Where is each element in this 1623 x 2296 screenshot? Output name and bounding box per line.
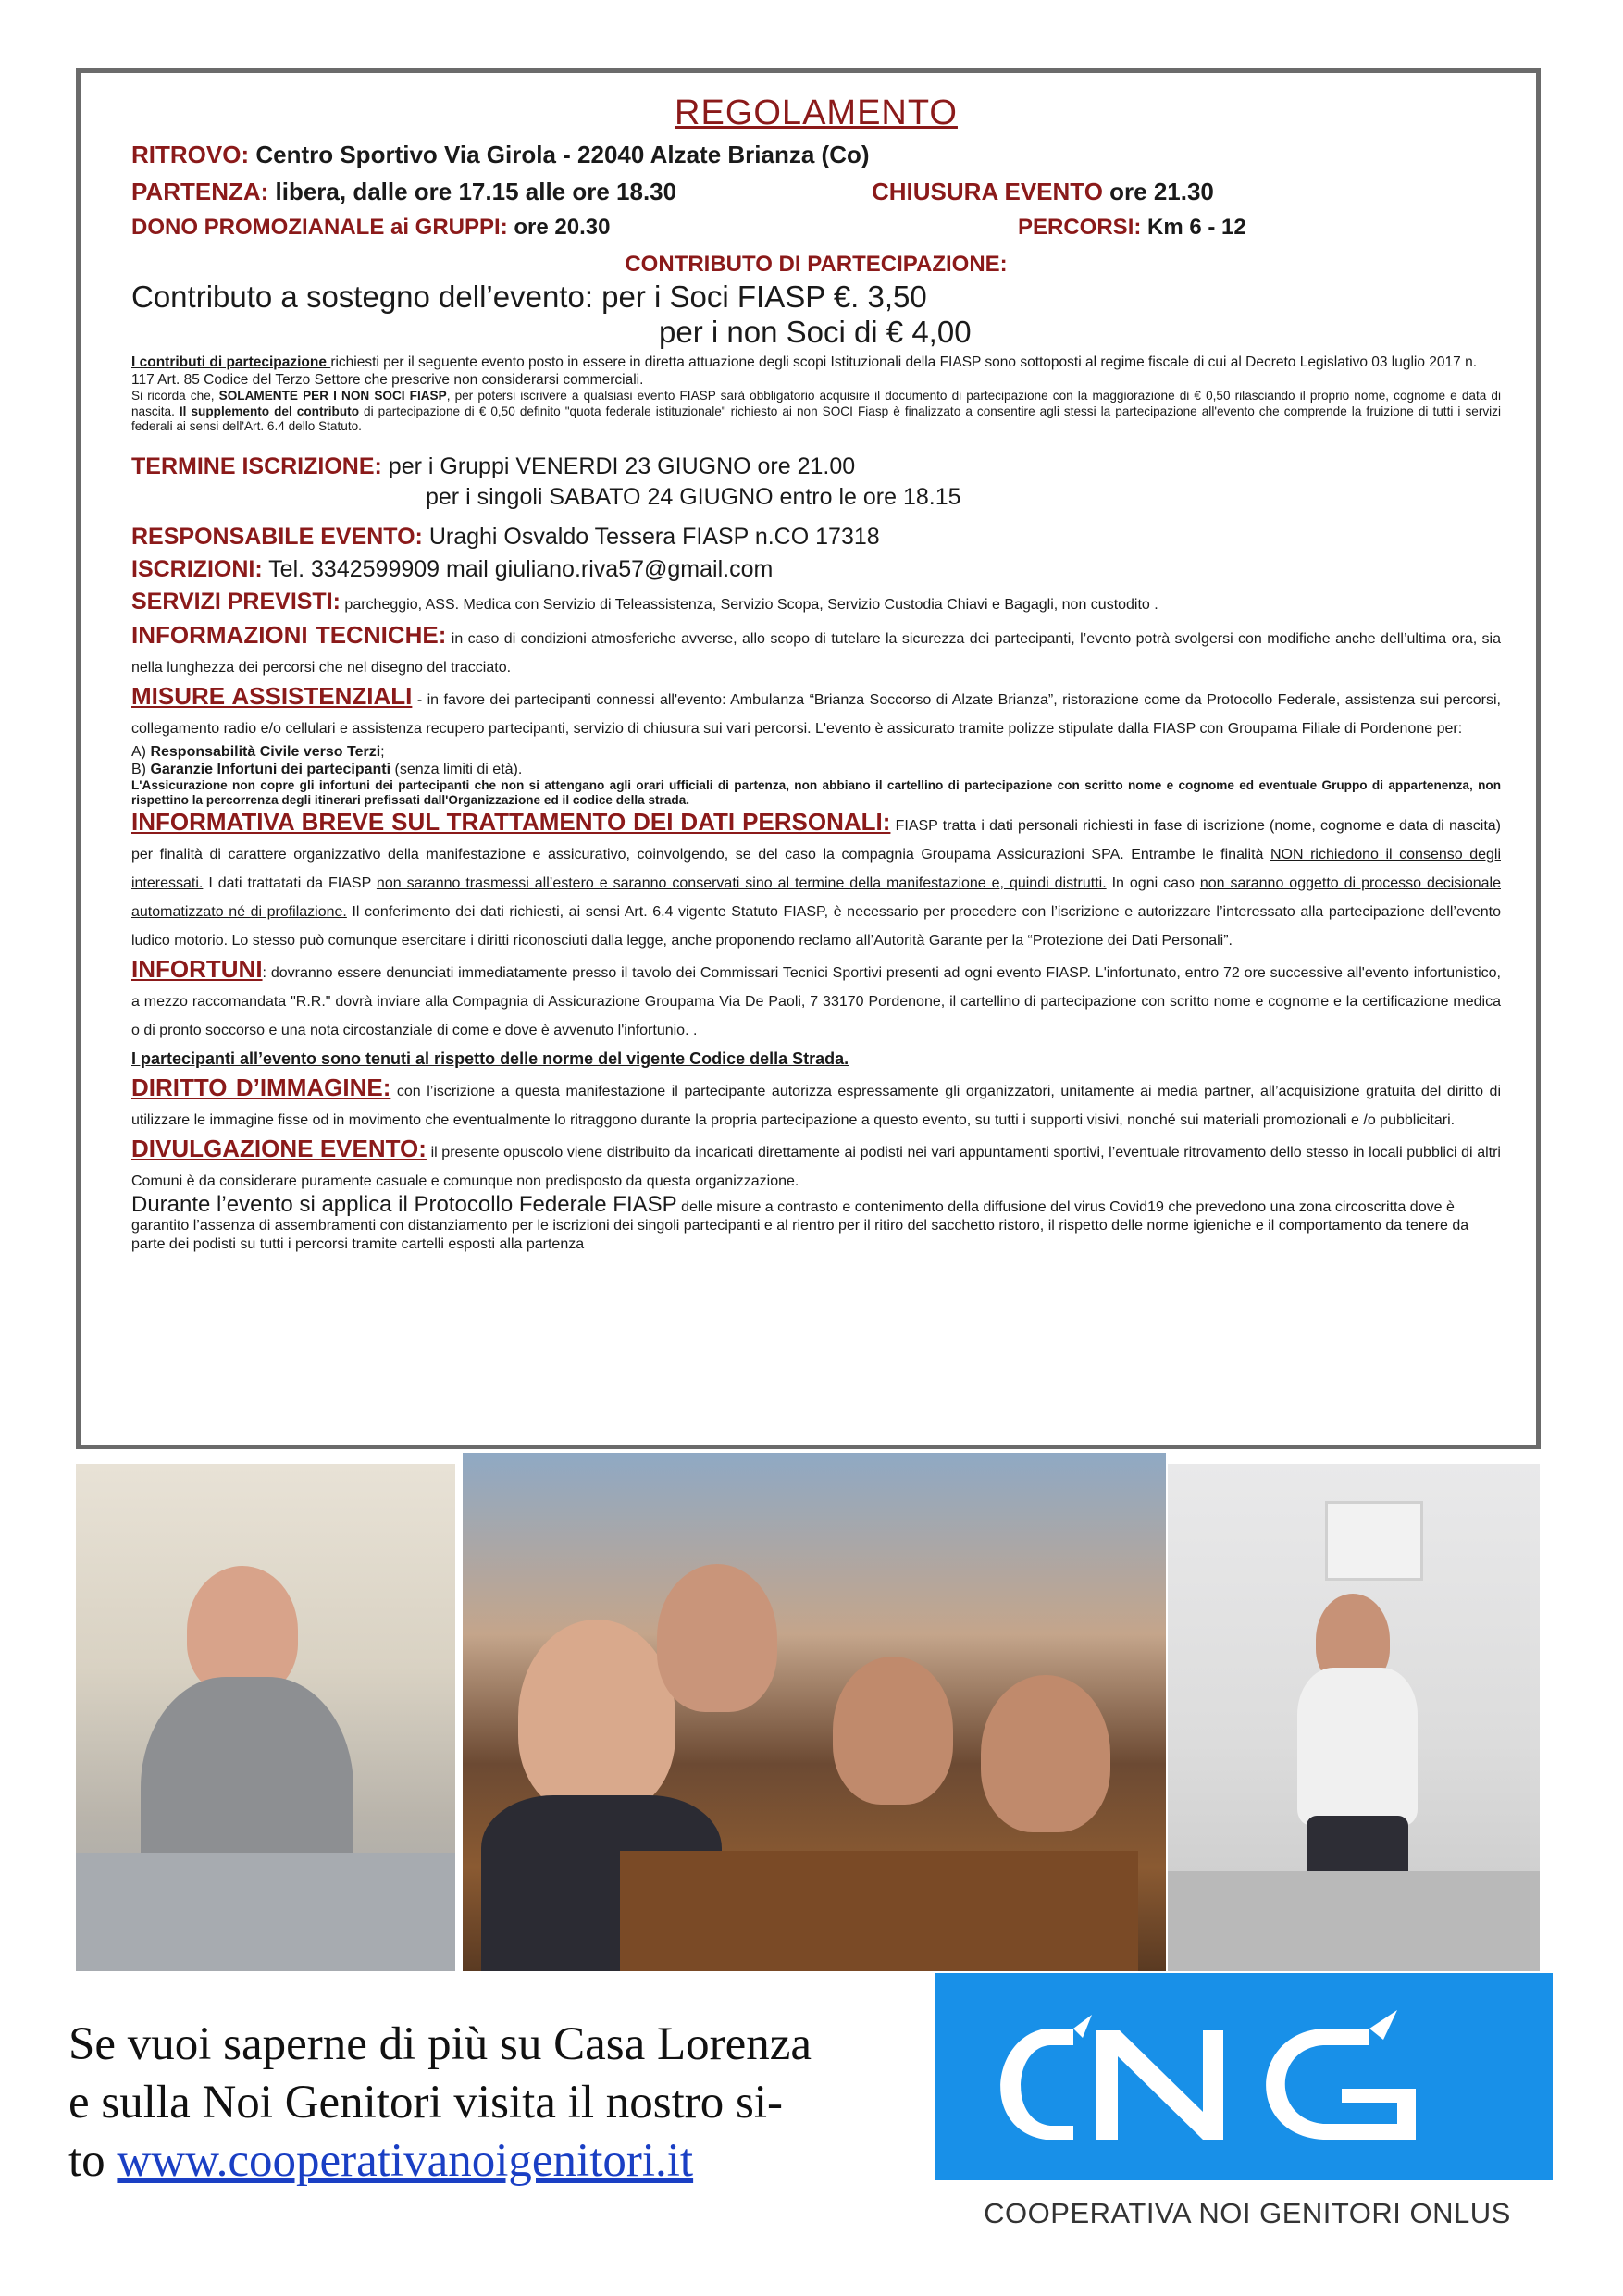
informazioni-label: INFORMAZIONI TECNICHE: (131, 620, 447, 649)
contributo-heading: CONTRIBUTO DI PARTECIPAZIONE: (625, 252, 1008, 277)
partenza-label: PARTENZA: (131, 178, 269, 205)
chiusura-value: ore 21.30 (1102, 178, 1214, 205)
misure-section (131, 682, 1501, 743)
servizi-row (131, 589, 1501, 615)
percorsi-block (1018, 215, 1246, 241)
informativa-t4: Il conferimento dei dati richiesti, ai sensi Art. 6.4 vigente Statuto FIASP, è necessario per procedere con l’iscrizione e autorizzare l’interessato alla partecipazione dell’evento ludico motorio. Lo stesso può comunque esercitare i diritti riconosciuti dalla legge, anche proponendo reclamo all’Autorità Garante per la “Protezione dei Dati Personali”. (131, 903, 1501, 949)
footer-line-1: Se vuoi saperne di più su Casa Lorenza (68, 2018, 812, 2070)
informativa-section (131, 808, 1501, 955)
informazioni-value: in caso di condizioni atmosferiche avverse, allo scopo di tutelare la sicurezza dei partecipanti, l’evento potrà svolgersi con modifiche anche dell’ultima ora, sia nella lunghezza dei percorsi che nel disegno del tracciato. (131, 630, 1502, 676)
protocollo-value: delle misure a contrasto e contenimento della diffusione del virus Covid19 che prevedono una zona circoscritta dove è garantito l’assenza di assembramenti con distanziamento per le iscrizioni dei singoli partecipanti e al rientro per il ritiro del sacchetto ristoro, il rispetto delle norme igieniche e il comportamento da tenere da parte dei podisti su tutti i percorsi tramite cartelli esposti alla partenza (131, 1198, 1469, 1252)
iscrizioni-value: Tel. 3342599909 mail giuliano.riva57@gmail.com (262, 555, 774, 582)
cng-logo-mark (935, 1973, 1553, 2180)
termine-row (131, 453, 1501, 480)
footer-line-2: e sulla Noi Genitori visita il nostro si- (68, 2077, 783, 2128)
contributi-text: richiesti per il seguente evento posto in essere in diretta attuazione degli scopi Istituzionali della FIASP sono sottoposti al regime fiscale di cui al Decreto Legislativo 03 luglio 2017 n. 117 Art. 85 Codice del Terzo Settore che prescrive non considerarsi commerciali. (131, 354, 1478, 388)
photo-kitchen (76, 1464, 455, 1971)
footer-line-3 (68, 2132, 938, 2191)
misure-a-bold: Responsabilità Civile verso Terzi (150, 743, 381, 760)
regolamento-frame (76, 68, 1541, 1449)
logo-caption: COOPERATIVA NOI GENITORI ONLUS (984, 2197, 1511, 2229)
photo-person-shirt (1297, 1668, 1418, 1825)
photo-sink (76, 1853, 455, 1971)
ricorda-b: SOLAMENTE PER I NON SOCI FIASP (218, 389, 447, 403)
misure-b-suffix: (senza limiti di età). (390, 761, 523, 777)
ritrovo-value: Centro Sportivo Via Girola - 22040 Alzate Brianza (Co) (255, 141, 870, 168)
footer-line-3-prefix: to (68, 2135, 118, 2187)
dono-value: ore 20.30 (507, 215, 611, 240)
ricorda-c: , per potersi iscrivere a qualsiasi evento FIASP sarà obbligatorio acquisire il documento di partecipazione con la maggiorazione di € 0,50 rilasciando il proprio nome, cognome e data di nascita. (131, 389, 1501, 418)
informazioni-section (131, 621, 1501, 682)
termine-row-2: per i singoli SABATO 24 GIUGNO entro le ore 18.15 (426, 483, 961, 510)
page-title: REGOLAMENTO (675, 93, 958, 132)
misure-b-bold: Garanzie Infortuni dei partecipanti (150, 761, 391, 777)
ricorda-paragraph (131, 389, 1501, 435)
diritto-value: con l’iscrizione a questa manifestazione il partecipante autorizza espressamente gli organizzatori, unitamente ai media partner, all’acquisizione gratuita del diritto di utilizzare le immagine fisse od in movimento che eventualmente lo ritraggono durante la propria partecipazione a questo evento, su tutti i supporti visivi, nonché sui materiali promozionali e /o pubblicitari. (131, 1083, 1502, 1128)
divulgazione-value: il presente opuscolo viene distribuito da incaricati direttamente ai podisti nei vari appuntamenti sportivi, l’eventuale ritrovamento dello stesso in locali pubblici di altri Comuni è da considerare puramente casuale e comunque non predisposto da questa organizzazione. (131, 1144, 1501, 1189)
informativa-value: FIASP tratta i dati personali richiesti in fase di iscrizione (nome, cognome e data di nascita) per finalità di carattere organizzativo della manifestazione e assicurativo, coinvolgendo, se del caso la compagnia Groupama Assicurazioni SPA. Entrambe le finalità (131, 817, 1501, 863)
informativa-u2: non saranno trasmessi all’estero e saranno conservati sino al termine della manifestazione e, quindi distrutti. (376, 875, 1107, 891)
photo-strip (0, 1453, 1623, 1971)
informativa-label: INFORMATIVA BREVE SUL TRATTAMENTO DEI DATI PERSONALI: (131, 807, 891, 836)
iscrizioni-row (131, 556, 1501, 583)
ricorda-e: di partecipazione di € 0,50 definito "quota federale istituzionale" richiesto ai non SOCI Fiasp è finalizzato a consentire agli stessi la partecipazione all'evento che comprende la fruizione di tutti i servizi federali ai sensi dell'Art. 6.4 dello Statuto. (131, 403, 1502, 433)
responsabile-value: Uraghi Osvaldo Tessera FIASP n.CO 17318 (422, 523, 880, 550)
termine-value: per i Gruppi VENERDI 23 GIUGNO ore 21.00 (381, 453, 856, 479)
informativa-t3: In ogni caso (1106, 875, 1200, 891)
responsabile-row (131, 524, 1501, 551)
misure-a-prefix: A) (131, 743, 151, 760)
regolamento-content (131, 93, 1501, 1254)
iscrizioni-label: ISCRIZIONI: (131, 555, 263, 582)
infortuni-section (131, 955, 1501, 1045)
photo-floor (1168, 1871, 1540, 1971)
chiusura-label: CHIUSURA EVENTO (872, 178, 1103, 205)
misure-value: - in favore dei partecipanti connessi all'evento: Ambulanza “Brianza Soccorso di Alzate Brianza”, ristorazione come da Protocollo Federale, assistenza sui percorsi, collegamento radio e/o cellulari e assistenza recupero partecipanti, servizio di chiusura sui vari percorsi. L'evento è assicurato tramite polizze stipulate dalla FIASP con Groupama Filiale di Pordenone per: (131, 691, 1501, 737)
contributo-line-2: per i non Soci di € 4,00 (659, 315, 972, 349)
footer-text (68, 2016, 938, 2191)
partenza-value: libera, dalle ore 17.15 alle ore 18.30 (268, 178, 677, 205)
servizi-label: SERVIZI PREVISTI: (131, 588, 341, 614)
misure-a: A) Responsabilità Civile verso Terzi; (131, 743, 385, 760)
photo-person-head (187, 1566, 298, 1695)
diritto-section (131, 1074, 1501, 1135)
responsabile-label: RESPONSABILE EVENTO: (131, 523, 423, 550)
photo-person-4 (981, 1675, 1110, 1832)
ritrovo-label: RITROVO: (131, 141, 250, 168)
ricorda-d: Il supplemento del contributo (179, 403, 359, 418)
informativa-u3: non saranno oggetto di processo decisionale automatizzato né di profilazione. (131, 875, 1501, 920)
dono-label: DONO PROMOZIANALE ai GRUPPI: (131, 215, 508, 240)
servizi-value: parcheggio, ASS. Medica con Servizio di Teleassistenza, Servizio Scopa, Servizio Custodia Chiavi e Bagagli, non custodito . (340, 596, 1158, 613)
protocollo-label: Durante l’evento si applica il Protocollo Federale FIASP (131, 1191, 677, 1217)
percorsi-label: PERCORSI: (1018, 215, 1142, 240)
informativa-u1: NON richiedono il consenso degli interessati. (131, 846, 1501, 891)
contributi-paragraph (131, 354, 1501, 389)
assicurazione-note: L'Assicurazione non copre gli infortuni dei partecipanti che non si attengano agli orari ufficiali di partenza, non abbiano il cartellino di partecipazione con scritto nome e cognome ed eventuale Gruppo di appartenenza, non rispettino la percorrenza degli itinerari prefissati dall'Organizzazione ed il codice della strada. (131, 777, 1501, 807)
website-link[interactable]: www.cooperativanoigenitori.it (117, 2135, 694, 2187)
photo-person-3 (833, 1657, 953, 1805)
misure-b-prefix: B) (131, 761, 151, 777)
misure-b (131, 761, 1501, 778)
termine-label: TERMINE ISCRIZIONE: (131, 453, 382, 479)
contributi-underlined: I contributi di partecipazione (131, 354, 331, 370)
ricorda-a: Si ricorda che, (131, 389, 219, 403)
diritto-label: DIRITTO D’IMMAGINE: (131, 1073, 391, 1101)
misure-label: MISURE ASSISTENZIALI (131, 681, 413, 710)
cng-logo (935, 1973, 1553, 2180)
chiusura-block (872, 178, 1214, 206)
divulgazione-label: DIVULGAZIONE EVENTO: (131, 1134, 427, 1162)
photo-person-1 (518, 1620, 675, 1814)
percorsi-value: Km 6 - 12 (1141, 215, 1246, 240)
contributo-line-1: Contributo a sostegno dell’evento: per i Soci FIASP €. 3,50 (131, 279, 927, 314)
protocollo-section (131, 1191, 1501, 1254)
infortuni-value: : dovranno essere denunciati immediatamente presso il tavolo dei Commissari Tecnici Sportivi presenti ad ogni evento FIASP. L'infortunato, entro 72 ore successive all'evento infortunistico, a mezzo raccomandata "R.R." dovrà inviare alla Compagnia di Assicurazione Groupama Via De Paoli, 7 33170 Pordenone, il cartellino di partecipazione con scritto nome e cognome e la certificazione medica o di pronto soccorso e una nota circostanziale di come e dove è avvenuto l'infortunio. . (131, 964, 1501, 1038)
photo-group (463, 1453, 1166, 1971)
ritrovo-row (131, 141, 1501, 174)
infortuni-label: INFORTUNI (131, 954, 263, 983)
photo-table (620, 1851, 1138, 1971)
partenza-row (131, 178, 1501, 211)
photo-cleaning (1168, 1464, 1540, 1971)
divulgazione-section (131, 1135, 1501, 1196)
dono-row (131, 215, 1501, 248)
photo-window (1325, 1501, 1423, 1581)
photo-person-2 (657, 1564, 777, 1712)
informativa-t2: I dati trattatati da FIASP (203, 875, 377, 891)
codice-strada: I partecipanti all’evento sono tenuti al rispetto delle norme del vigente Codice della Strada. (131, 1049, 849, 1068)
